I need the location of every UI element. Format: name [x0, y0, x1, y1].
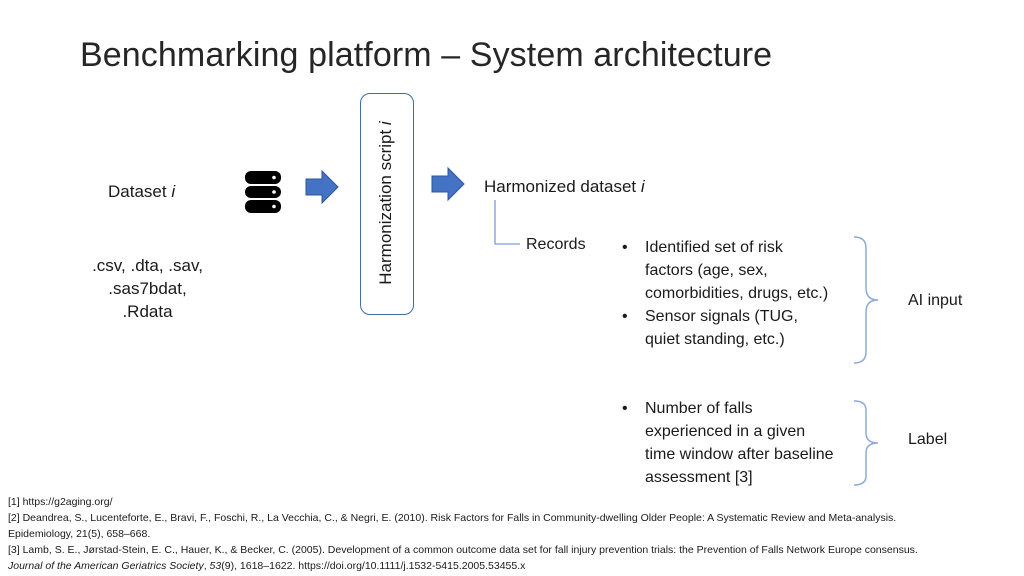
dataset-format-line: .csv, .dta, .sav,: [92, 256, 203, 275]
reference-3-sep: ,: [203, 560, 210, 572]
list-item: • Sensor signals (TUG, quiet standing, etc.): [620, 305, 835, 351]
dataset-formats: [70, 254, 225, 323]
harmonized-dataset-prefix: Harmonized dataset: [484, 177, 641, 196]
harmonized-dataset-label: [484, 177, 645, 197]
dataset-label: [108, 182, 175, 202]
list-item: • Number of falls experienced in a given time window after baseline assessment [3]: [620, 397, 835, 489]
reference-2-cont: Epidemiology, 21(5), 658–668.: [8, 528, 151, 540]
records-label: Records: [526, 236, 586, 253]
ai-input-list: [620, 236, 835, 351]
dataset-label-prefix: Dataset: [108, 182, 172, 201]
reference-3-rest[interactable]: (9), 1618–1622. https://doi.org/10.1111/j.1532-5415.2005.53455.x: [221, 560, 526, 572]
dataset-format-line: .Rdata: [122, 302, 173, 321]
harmonized-dataset-index: i: [640, 177, 645, 196]
harmonization-script-prefix: Harmonization script: [376, 125, 395, 285]
harmonization-script-label: [376, 93, 396, 313]
label-label: Label: [908, 431, 948, 448]
label-list: [620, 397, 835, 489]
reference-2: [2] Deandrea, S., Lucenteforte, E., Bravi, F., Foschi, R., La Vecchia, C., & Negri, E. (2010). Risk Factors for Falls in Community-dwelling Older People: A Systematic Review and Meta-analysis.: [8, 512, 897, 524]
right-arrow-icon: [305, 170, 339, 204]
ai-input-label: AI input: [908, 292, 963, 309]
list-item: • Identified set of risk factors (age, sex, comorbidities, drugs, etc.): [620, 236, 835, 305]
reference-3-journal: Journal of the American Geriatrics Society: [8, 560, 204, 572]
reference-1: [8, 494, 1018, 510]
references: [8, 494, 1018, 574]
database-icon: [244, 168, 282, 216]
right-arrow-icon: [431, 167, 465, 201]
reference-3-cont: [8, 558, 1018, 574]
reference-3: [3] Lamb, S. E., Jørstad-Stein, E. C., Hauer, K., & Becker, C. (2005). Development of a common outcome data set for fall injury prevention trials: the Prevention of Falls Network Europe consensus.: [8, 544, 918, 556]
reference-3-volume: 53: [209, 560, 222, 572]
tree-connector: [494, 200, 520, 246]
dataset-label-index: i: [171, 182, 176, 201]
right-brace-icon: [852, 400, 882, 486]
dataset-format-line: .sas7bdat,: [108, 279, 187, 298]
right-brace-icon: [852, 236, 882, 364]
reference-1-link[interactable]: [1] https://g2aging.org/: [8, 496, 113, 508]
page-title: Benchmarking platform – System architecture: [80, 36, 773, 74]
harmonization-script-index: i: [376, 121, 395, 126]
